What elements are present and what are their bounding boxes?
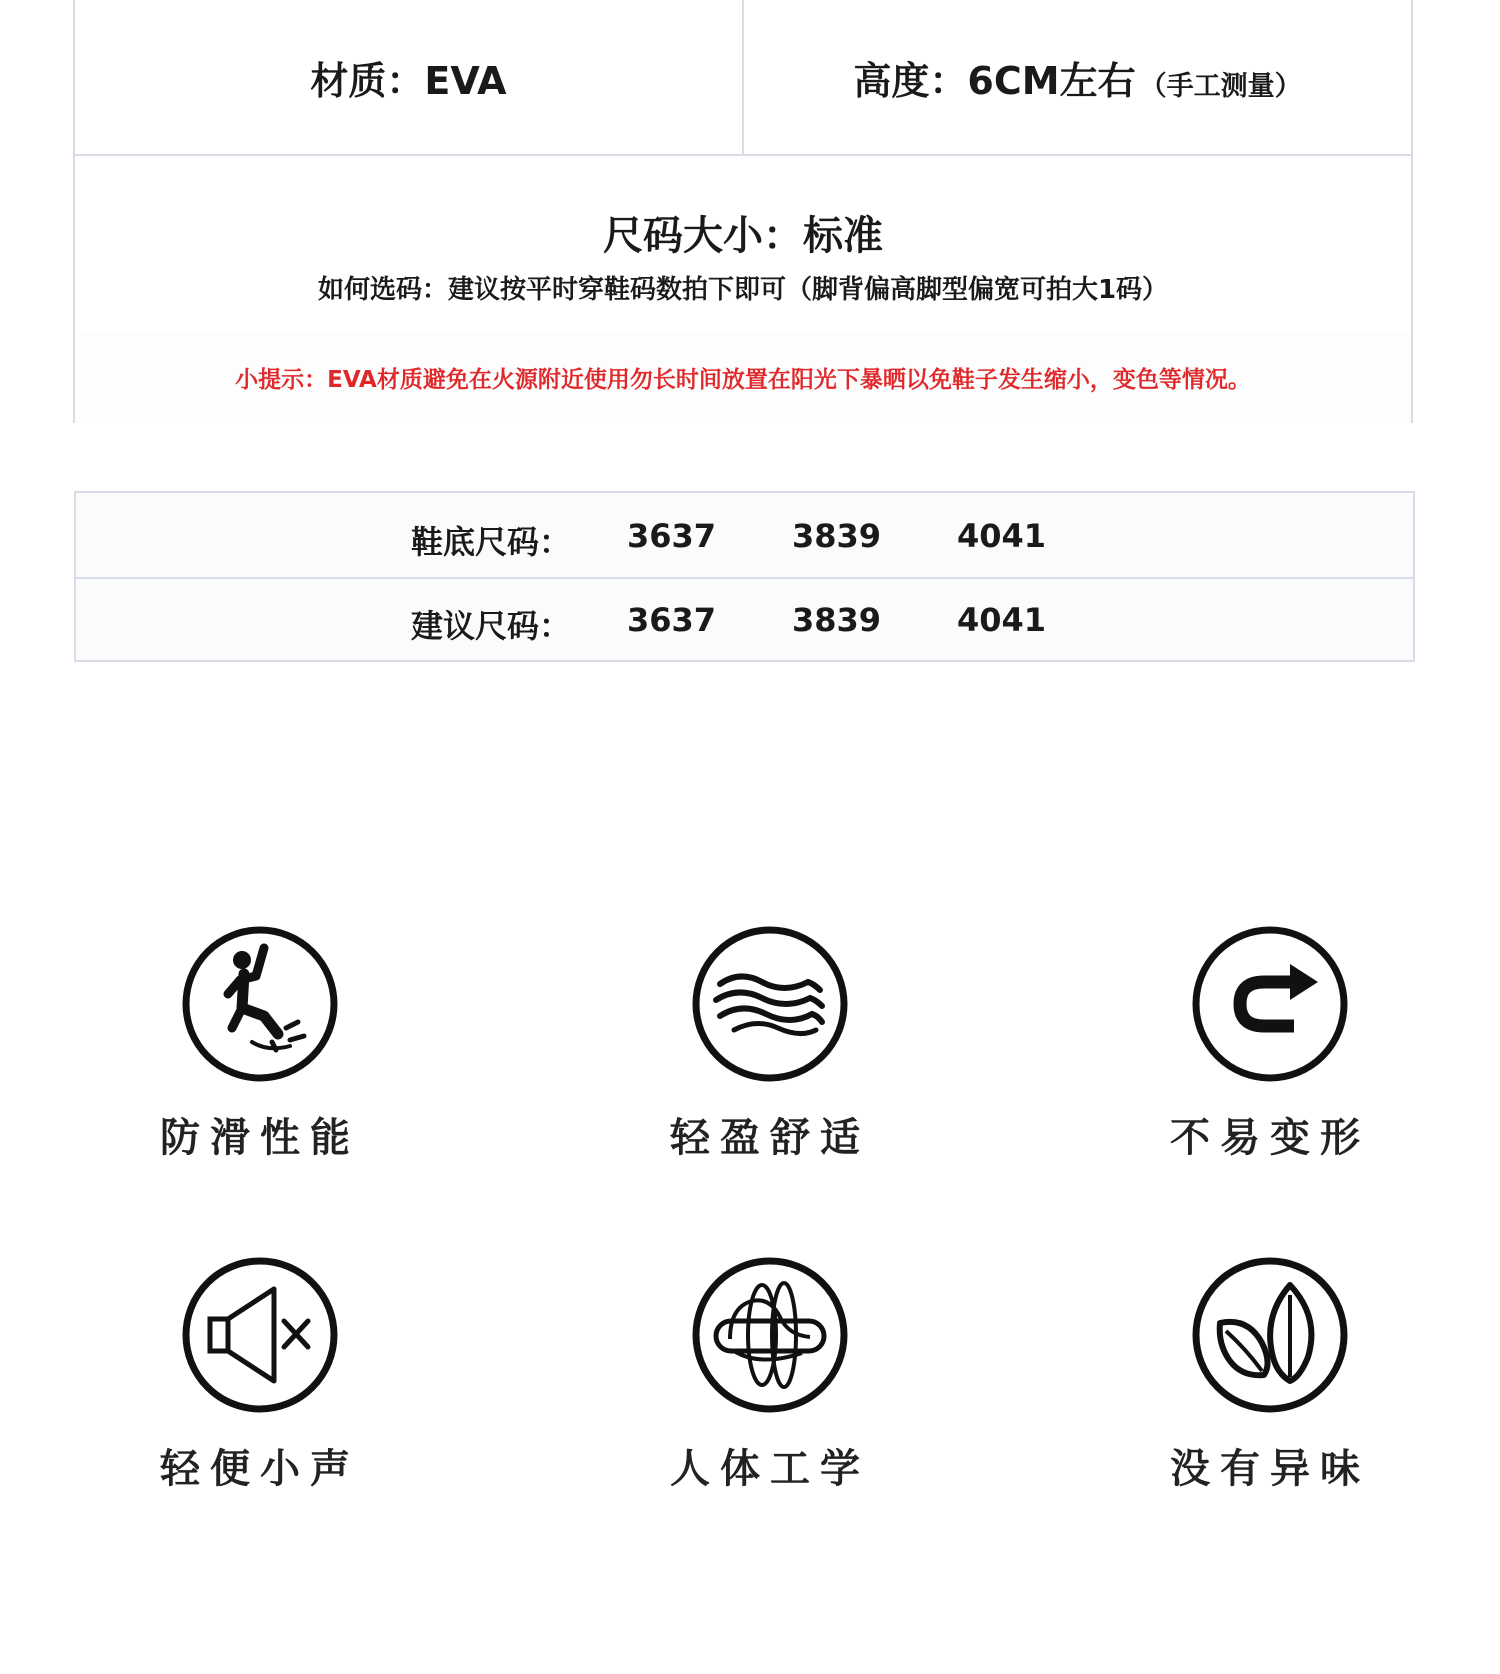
size-value: 4041: [957, 517, 1047, 555]
warning-row: [75, 332, 1411, 423]
feature-anti-slip: [110, 924, 410, 1163]
anti-slip-icon: [180, 924, 340, 1084]
height-cell: [744, 0, 1411, 154]
height-note: （手工测量）: [1139, 70, 1302, 102]
feature-label: 不易变形: [1170, 1115, 1370, 1161]
rebound-arrow-icon: [1190, 924, 1350, 1084]
leaf-icon: [1190, 1255, 1350, 1415]
size-guide-row: [75, 154, 1411, 334]
size-value: 3839: [792, 517, 882, 555]
size-value: 3637: [627, 517, 717, 555]
feature-quiet: [110, 1255, 410, 1494]
material-text: 材质：EVA: [310, 58, 507, 103]
height-text: 高度：6CM左右: [853, 58, 1136, 103]
size-value: 3839: [792, 601, 882, 639]
size-value: 3637: [627, 601, 717, 639]
feature-ergonomic: [620, 1255, 920, 1494]
feature-label: 人体工学: [670, 1446, 870, 1492]
table-row: [76, 577, 1413, 661]
recommended-size-label: 建议尺码：: [411, 607, 572, 645]
spec-box: [73, 0, 1413, 423]
feature-no-odor: [1120, 1255, 1420, 1494]
size-table: [74, 491, 1415, 662]
waves-icon: [690, 924, 850, 1084]
feature-label: 没有异味: [1170, 1446, 1370, 1492]
feature-light-comfort: [620, 924, 920, 1163]
sole-size-label: 鞋底尺码：: [411, 523, 572, 561]
mute-speaker-icon: [180, 1255, 340, 1415]
feature-label: 轻便小声: [160, 1446, 360, 1492]
feature-no-deform: [1120, 924, 1420, 1163]
feature-label: 防滑性能: [160, 1115, 360, 1161]
spec-row-material-height: [75, 0, 1411, 156]
size-title: 尺码大小：标准: [603, 213, 883, 259]
material-cell: [75, 0, 744, 154]
feature-label: 轻盈舒适: [670, 1115, 870, 1161]
warning-text: 小提示：EVA材质避免在火源附近使用勿长时间放置在阳光下暴晒以免鞋子发生缩小，变色等情况。: [235, 367, 1251, 393]
size-tip: 如何选码：建议按平时穿鞋码数拍下即可（脚背偏高脚型偏宽可拍大1码）: [317, 275, 1169, 305]
table-row: [76, 493, 1413, 579]
ergonomic-icon: [690, 1255, 850, 1415]
size-value: 4041: [957, 601, 1047, 639]
